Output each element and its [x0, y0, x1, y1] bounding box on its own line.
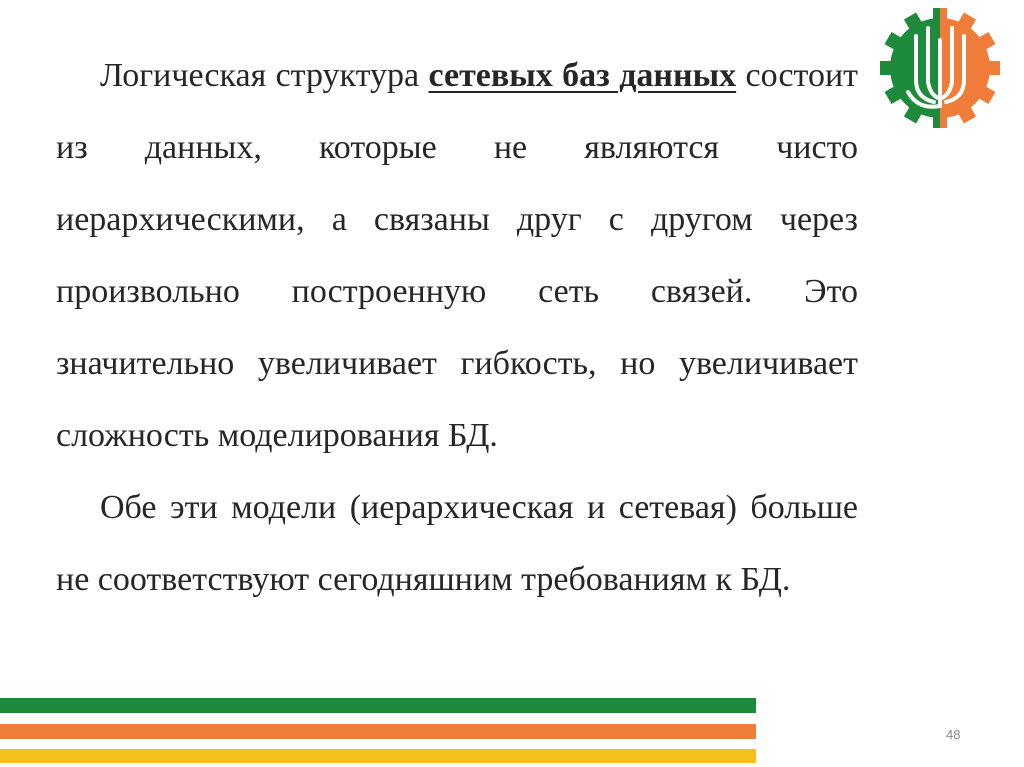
slide-body-text: [56, 40, 858, 616]
paragraph-1-rest: состоит из данных, которые не являются чисто иерархическими, а связаны друг с другом через произвольно построенную сеть связей. Это значительно увеличивает гибкость, но увеличивает сложность моделирования БД.: [56, 57, 858, 454]
footer-stripe-orange: [0, 724, 756, 739]
footer-stripe-yellow: [0, 749, 756, 763]
gear-wheat-emblem-icon: [878, 6, 1002, 130]
paragraph-1-lead: Логическая структура: [100, 57, 429, 94]
network-databases-term: сетевых баз данных: [428, 57, 737, 94]
paragraph-network-db: [56, 40, 858, 472]
paragraph-models-outdated: Обе эти модели (иерархическая и сетевая) больше не соответствуют сегодняшним требованиям к БД.: [56, 489, 858, 598]
page-number: 48: [946, 727, 961, 742]
footer-stripe-green: [0, 698, 756, 713]
